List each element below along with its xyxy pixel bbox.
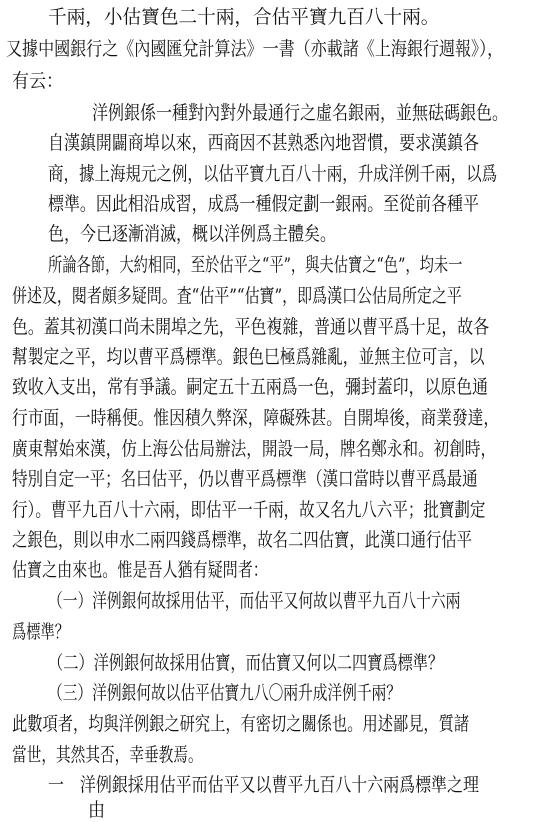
text-line-1: 千兩，小估寶色二十兩，合估平寶九百八十兩。 <box>48 6 440 28</box>
text-line-24: 此數項者，均與洋例銀之研究上，有密切之關係也。用述鄙見，質諸 <box>12 713 470 735</box>
text-line-3: 有云： <box>12 70 64 92</box>
text-line-13: 致收入支出，常有爭議。嗣定五十五兩爲一色，彌封蓋印，以原色通 <box>12 376 488 398</box>
text-line-19: 估寶之由來也。惟是吾人猶有疑問者： <box>12 559 268 581</box>
section-heading-1: 一 洋例銀採用估平而估平又以曹平九百八十六兩爲標準之理 <box>48 774 479 796</box>
text-line-10: 併述及，閱者頗多疑問。査“估平”“估寶”，即爲漢口公估局所定之平 <box>12 285 462 307</box>
text-line-15: 廣東幫始來漢，仿上海公估局辦法，開設一局，牌名鄭永和。初創時， <box>12 438 497 460</box>
text-line-14: 行市面，一時稱便。惟因積久弊深，障礙殊甚。自開埠後，商業發達， <box>12 407 500 429</box>
text-line-17: 行）。曹平九百八十六兩，即估平一千兩，故又名九八六平；批寶劃定 <box>12 499 486 521</box>
text-line-18: 之銀色，則以申水二兩四錢爲標準，故名二四估寶，此漢口通行估平 <box>12 529 473 551</box>
text-line-7: 標準。因此相沿成習，成爲一種假定劃一銀兩。至從前各種平 <box>48 193 479 215</box>
text-line-16: 特別自定一平；名曰估平，仍以曹平爲標準（漢口當時以曹平爲最通 <box>12 468 478 490</box>
text-line-25: 當世，其然其否，幸垂教焉。 <box>12 744 203 766</box>
text-line-6: 商，據上海規元之例，以估平寶九百八十兩，升成洋例千兩，以爲 <box>48 163 498 185</box>
text-line-12: 幫製定之平，均以曹平爲標準。銀色巳極爲雜亂，並無主位可言，以 <box>12 346 485 368</box>
section-heading-1-tail: 由 <box>88 799 106 821</box>
text-line-4: 洋例銀係一種對內對外最通行之虛名銀兩，並無砝碼銀色。 <box>92 102 508 124</box>
text-line-23: （三）洋例銀何故以估平估寶九八〇兩升成洋例千兩？ <box>48 682 401 704</box>
text-line-11: 色。蓋其初漢口尚未開埠之先，平色複雜，普通以曹平爲十足，故各 <box>12 316 490 338</box>
text-line-8: 色，今已逐漸消滅，概以洋例爲主體矣。 <box>48 223 336 245</box>
text-line-20: （一）洋例銀何故採用估平，而估平又何故以曹平九百八十六兩 <box>48 590 461 612</box>
text-line-21: 爲標準？ <box>12 621 70 643</box>
text-line-9: 所論各節，大約相同，至於估平之“平”，與夫估寶之“色”，均未一 <box>48 254 463 276</box>
text-line-2: 又據中國銀行之《內國匯兌計算法》一書（亦載諸《上海銀行週報》）， <box>6 38 504 60</box>
text-line-22: （二）洋例銀何故採用估寶，而估寶又何以二四寶爲標準？ <box>48 652 444 674</box>
text-line-5: 自漢鎮開闢商埠以來，西商因不甚熟悉內地習慣，要求漢鎮各 <box>48 132 479 154</box>
